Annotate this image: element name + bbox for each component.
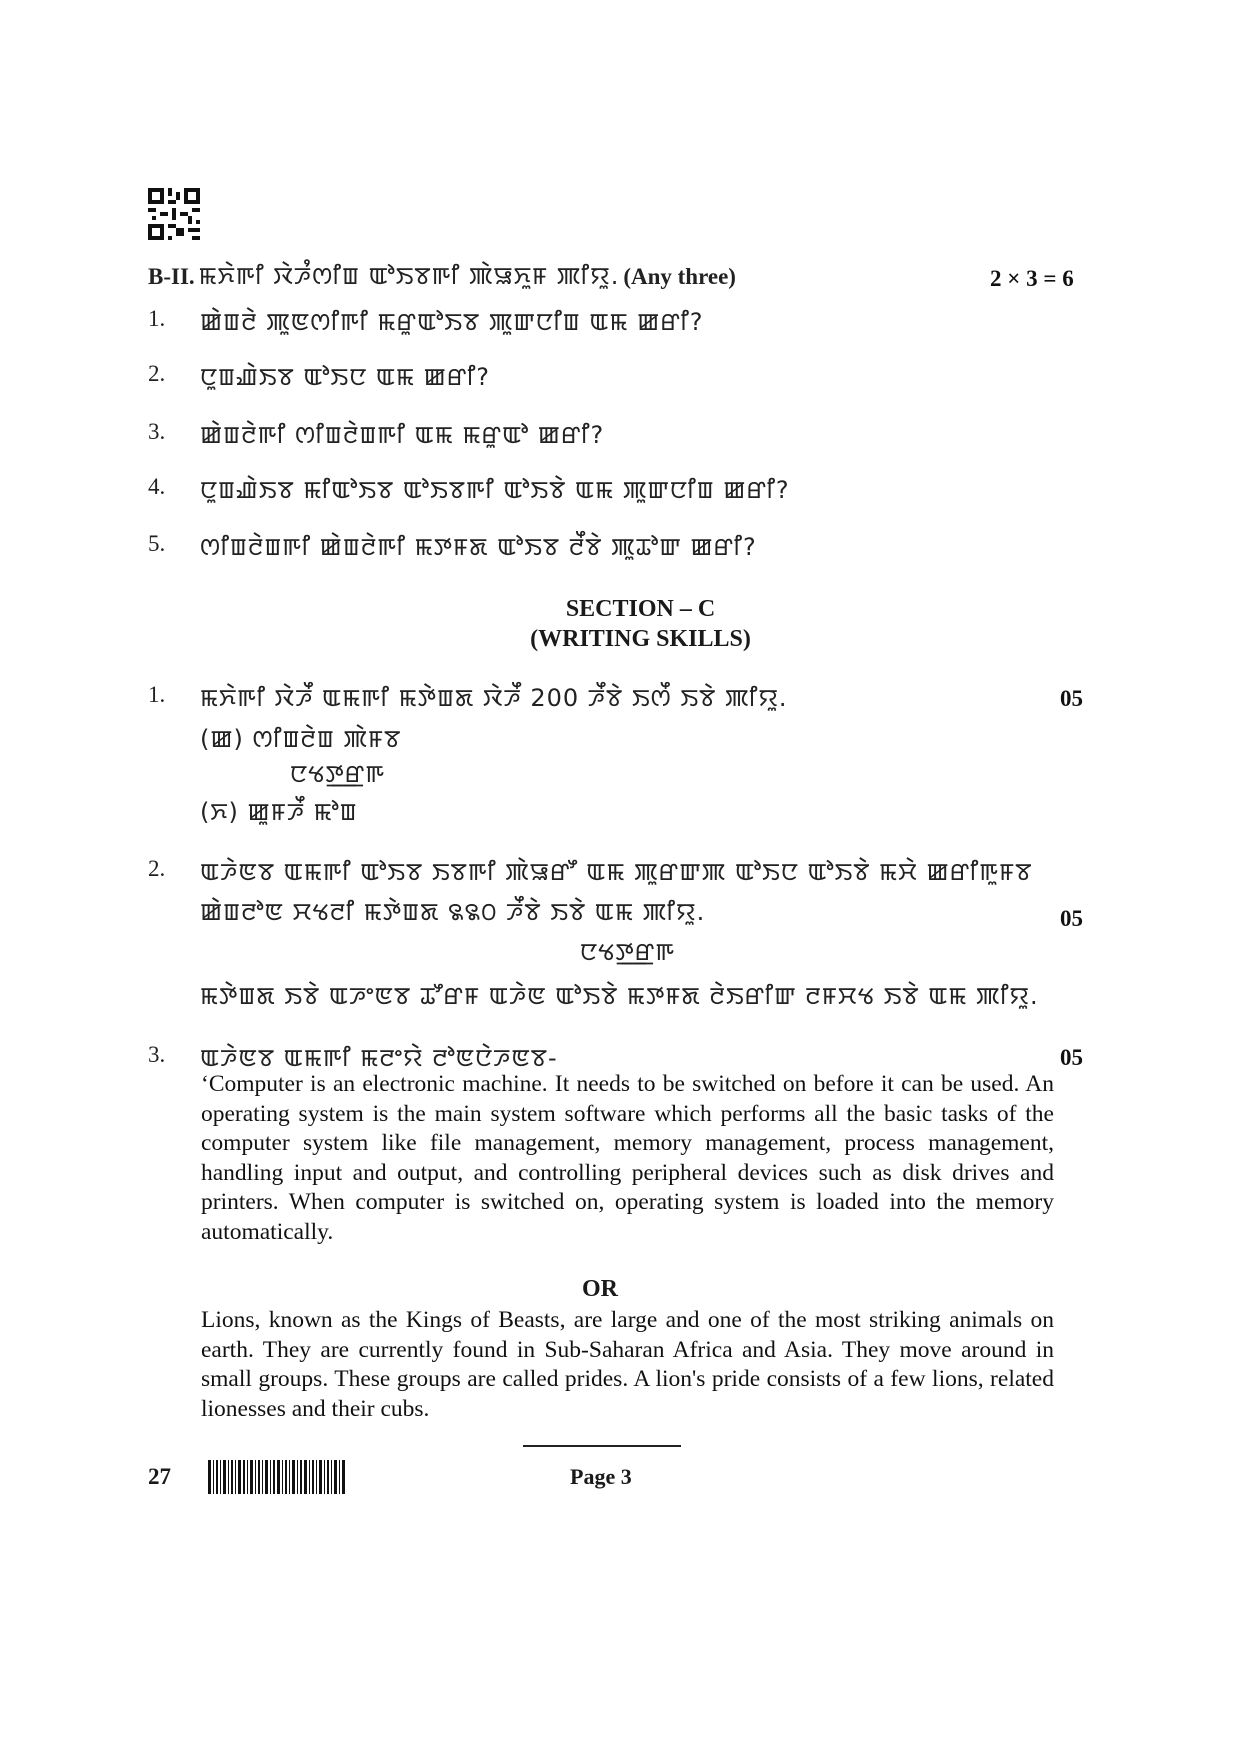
section-b2-marks: 2 × 3 = 6	[990, 266, 1074, 291]
question-number: 2.	[148, 361, 166, 386]
question-text: ꯅꯨꯡꯉꯥꯏꯕ ꯑꯣꯏꯅ ꯑꯃ ꯀꯔꯤ?	[200, 363, 491, 391]
option-b-label: (ꯈ)	[200, 798, 239, 826]
question-number: 2.	[148, 856, 166, 881]
question-text: ꯀꯥꯡꯂꯥꯒꯤ ꯁꯤꯡꯂꯥꯡꯒꯤ ꯑꯃ ꯃꯔꯨꯑꯣ ꯀꯔꯤ?	[200, 421, 605, 449]
section-b2-instruction: ꯃꯈꯥꯒꯤ ꯋꯥꯍꯪꯁꯤꯡ ꯑꯣꯏꯕꯒꯤ ꯄꯥꯎꯈꯨꯝ ꯄꯤꯌꯨ.	[198, 262, 620, 290]
or-divider: ꯅꯠꯇ꯭ꯔꯒ	[290, 760, 386, 788]
question-text: ꯀꯥꯡꯂꯥ ꯄꯨꯟꯁꯤꯒꯤ ꯃꯔꯨꯑꯣꯏꯕ ꯄꯨꯛꯅꯤꯡ ꯑꯃ ꯀꯔꯤ?	[200, 308, 704, 336]
passage-computer: ‘Computer is an electronic machine. It needs to be switched on before it can be used. An operating system is the main system software which performs all the basic tasks of the computer system like file management, memory management, process management, handling input and output, and controlling peripheral devices such as disk drives and printers. When computer is switched on, operating system is loaded into the memory automatically.	[201, 1071, 1054, 1245]
section-b2-any-three: (Any three)	[623, 264, 736, 289]
question-text-line1: ꯑꯍꯥꯟꯕ ꯑꯃꯒꯤ ꯑꯣꯏꯕ ꯏꯕꯒꯤ ꯄꯥꯎꯔꯧ ꯑꯃ ꯄꯨꯔꯛꯄ ꯑꯣꯏꯅ ꯑꯣꯏꯕꯥ ꯃꯆꯥ ꯀꯔꯤꯒꯨꯝꯕ	[200, 858, 1033, 886]
question-text: ꯑꯍꯥꯟꯕ ꯑꯃꯒꯤ ꯃꯂꯦꯌꯥ ꯂꯣꯟꯅꯥꯍꯟꯕ-	[200, 1044, 558, 1072]
question-number: 3.	[148, 419, 166, 444]
option-a-label: (ꯀ)	[200, 725, 244, 753]
section-b2-label: B-II.	[148, 264, 195, 289]
question-text: ꯅꯨꯡꯉꯥꯏꯕ ꯃꯤꯑꯣꯏꯕ ꯑꯣꯏꯕꯒꯤ ꯑꯣꯏꯕꯥ ꯑꯃ ꯄꯨꯛꯅꯤꯡ ꯀꯔꯤ?	[200, 476, 790, 504]
section-c-subtitle: (WRITING SKILLS)	[530, 626, 751, 652]
footer-code: 27	[148, 1464, 171, 1489]
question-number: 5.	[148, 531, 166, 556]
question-number: 3.	[148, 1042, 166, 1067]
barcode	[208, 1460, 346, 1494]
question-text: ꯁꯤꯡꯂꯥꯡꯒꯤ ꯀꯥꯡꯂꯥꯒꯤ ꯃꯇꯝꯗ ꯑꯣꯏꯕ ꯂꯩꯕꯥ ꯄꯨꯊꯣꯛ ꯀꯔꯤ?	[200, 533, 757, 561]
question-marks: 05	[1060, 906, 1083, 931]
section-c-title: SECTION – C	[565, 596, 716, 622]
footer-rule	[523, 1445, 681, 1447]
option-a	[200, 721, 401, 755]
option-b	[200, 794, 358, 828]
passage-lions: Lions, known as the Kings of Beasts, are large and one of the most striking animals on earth. They are currently found in Sub-Saharan Africa and Asia. They move around in small groups. These groups are called prides. A lion's pride consists of a few lions, related lionesses and their cubs.	[201, 1307, 1054, 1422]
question-number: 1.	[148, 682, 166, 707]
qr-code	[148, 188, 200, 240]
question-text: ꯃꯈꯥꯒꯤ ꯋꯥꯍꯩ ꯑꯃꯒꯤ ꯃꯇꯥꯡꯗ ꯋꯥꯍꯩ 200 ꯍꯩꯕꯥ ꯏꯁꯩ ꯏꯕꯥ ꯄꯤꯌꯨ.	[200, 684, 788, 712]
question-marks: 05	[1060, 1045, 1083, 1070]
option-a-text: ꯁꯤꯡꯂꯥꯡ ꯄꯥꯝꯕ	[252, 725, 402, 753]
or-divider: ꯅꯠꯇ꯭ꯔꯒ	[580, 938, 676, 966]
or-divider: OR	[582, 1276, 618, 1302]
question-text-line3: ꯃꯇꯥꯡꯗ ꯏꯕꯥ ꯑꯍꯦꯟꯕ ꯊꯧꯔꯝ ꯑꯍꯥꯟ ꯑꯣꯏꯕꯥ ꯃꯇꯝꯗ ꯂꯥꯏꯔꯤꯛ ꯂꯝꯆꯠ ꯏꯕꯥ ꯑꯃ ꯄꯤꯌꯨ.	[200, 982, 1039, 1010]
question-number: 4.	[148, 474, 166, 499]
question-text-line2: ꯀꯥꯡꯂꯣꯟ ꯆꯠꯂꯤ ꯃꯇꯥꯡꯗ ꯲꯲꯰ ꯍꯩꯕꯥ ꯏꯕꯥ ꯑꯃ ꯄꯤꯌꯨ.	[200, 898, 706, 926]
question-number: 1.	[148, 306, 166, 331]
question-marks: 05	[1060, 686, 1083, 711]
option-b-text: ꯀꯨꯝꯍꯩ ꯃꯣꯡ	[247, 798, 358, 826]
section-b2-heading	[148, 258, 736, 292]
page-number: Page 3	[570, 1464, 632, 1489]
